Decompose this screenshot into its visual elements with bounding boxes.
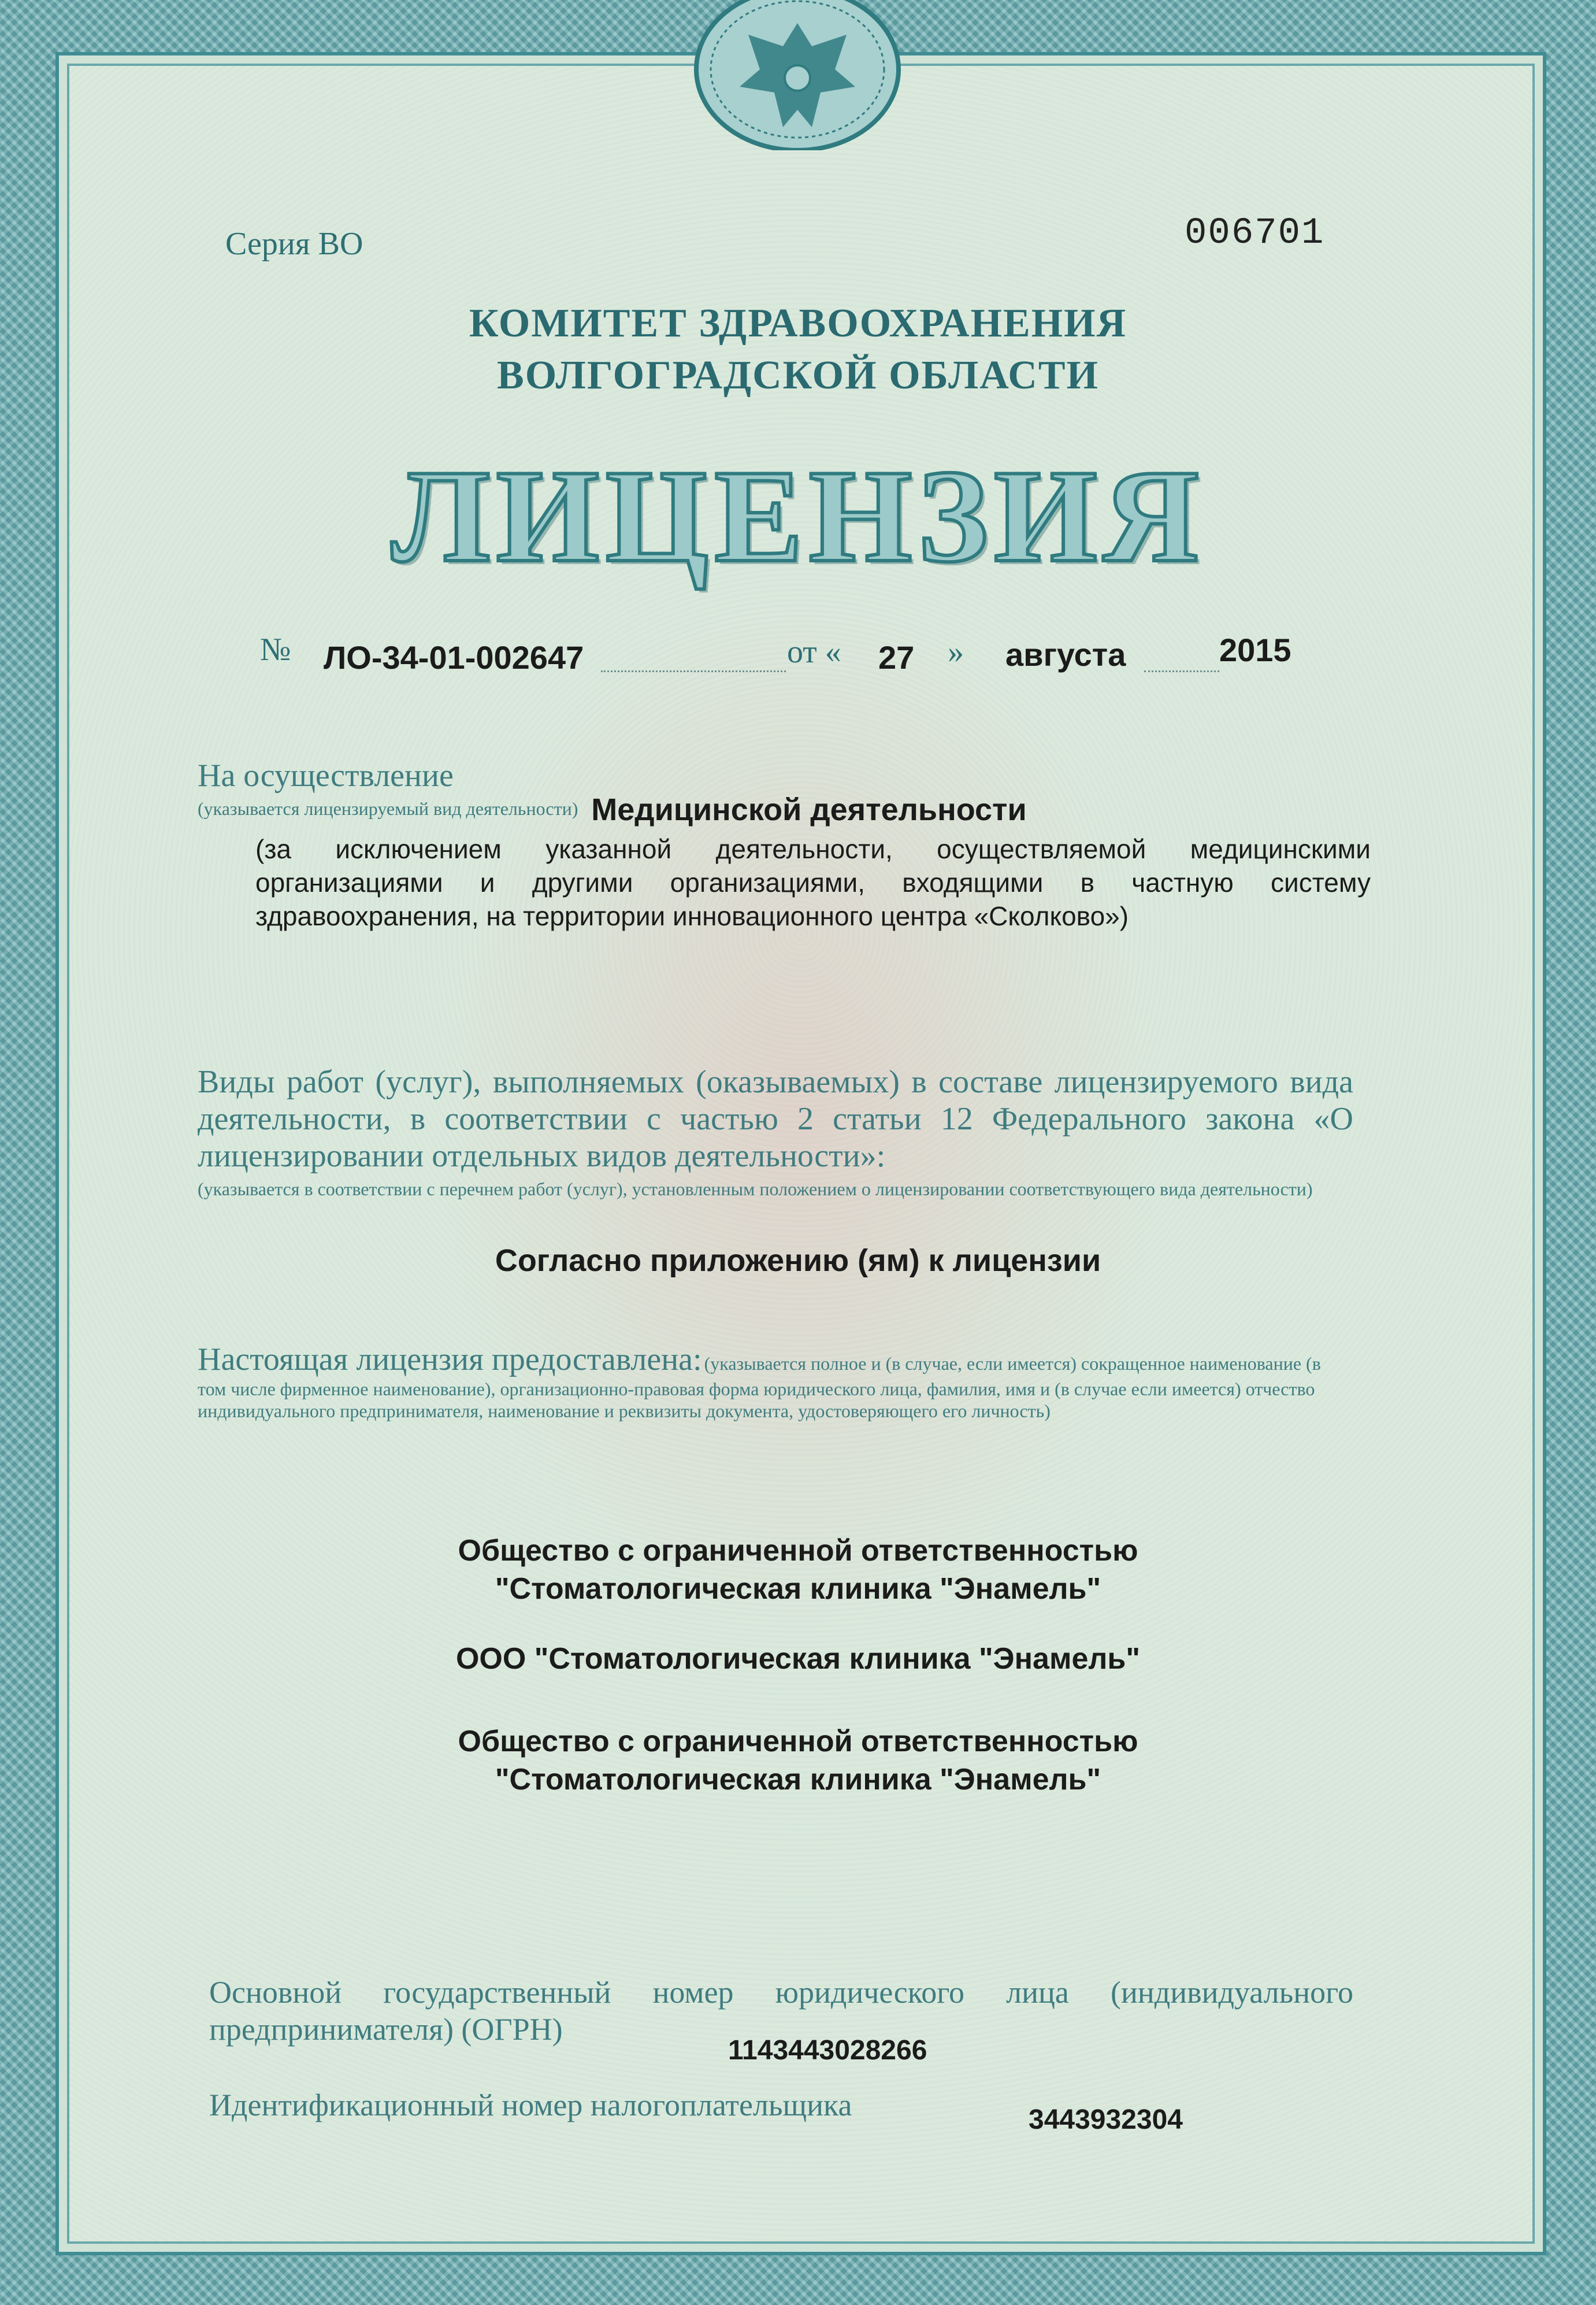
issuer-line-1: КОМИТЕТ ЗДРАВООХРАНЕНИЯ: [469, 301, 1127, 346]
licensee-brand-name: [0, 1722, 1596, 1799]
licensee-block: [198, 1341, 1353, 1422]
works-label: Виды работ (услуг), выполняемых (оказываемых) в составе лицензируемого вида деятельности, в соответствии с частью 2 статьи 12 Федерального закона «О лицензировании отдельных видов деятельности»:: [198, 1064, 1353, 1174]
license-number: ЛО-34-01-002647: [324, 639, 584, 676]
ogrn-value: 1143443028266: [728, 2035, 927, 2066]
month-underline: [1144, 670, 1219, 672]
inn-label: Идентификационный номер налогоплательщика: [209, 2088, 852, 2122]
russian-eagle-emblem-icon: [682, 0, 913, 150]
activity-value: Медицинской деятельности: [591, 792, 1027, 827]
licensee-full-name-line-1: Общество с ограниченной ответственностью: [458, 1534, 1138, 1567]
activity-exception: (за исключением указанной деятельности, осуществляемой медицинскими организациями и другими организациями, входящими в частную систему здравоохранения, на территории инновационного центра «Сколково»): [255, 834, 1371, 931]
ogrn-label: Основной государственный номер юридического лица (индивидуального предпринимателя) (ОГРН): [209, 1975, 1353, 2047]
license-day: 27: [878, 639, 915, 676]
license-number-underline: [601, 670, 786, 672]
licensee-label: Настоящая лицензия предоставлена:: [198, 1342, 702, 1377]
license-year: 2015: [1219, 632, 1291, 668]
series-label: Серия ВО: [225, 226, 363, 262]
document-title: ЛИЦЕНЗИЯ: [391, 442, 1205, 590]
activity-hint: (указывается лицензируемый вид деятельности): [198, 798, 578, 819]
activity-label: На осуществление: [198, 758, 454, 794]
inn-value: 3443932304: [1029, 2104, 1183, 2135]
licensee-full-name-line-2: "Стоматологическая клиника "Энамель": [495, 1572, 1101, 1606]
date-from-label: от «: [787, 634, 841, 670]
date-quote-close: »: [948, 634, 964, 670]
license-month: августа: [1005, 636, 1126, 673]
number-sign: №: [260, 632, 291, 668]
licensee-full-name: [0, 1532, 1596, 1608]
serial-number: 006701: [1185, 213, 1325, 254]
works-value: Согласно приложению (ям) к лицензии: [495, 1243, 1101, 1278]
works-hint: (указывается в соответствии с перечнем работ (услуг), установленным положением о лицензировании соответствующего вида деятельности): [198, 1179, 1313, 1199]
licensee-short-name: ООО "Стоматологическая клиника "Энамель": [455, 1642, 1141, 1676]
issuer-line-2: ВОЛГОГРАДСКОЙ ОБЛАСТИ: [497, 353, 1099, 398]
licensee-brand-name-line-2: "Стоматологическая клиника "Энамель": [495, 1763, 1101, 1796]
licensee-hint: (указывается полное и (в случае, если имеется) сокращенное наименование (в том числе фирменное наименование), организационно-правовая форма юридического лица, фамилия, имя и (в случае если имеется) отчество индивидуального предпринимателя, наименование и реквизиты документа, удостоверяющего его личность): [198, 1353, 1321, 1421]
licensee-brand-name-line-1: Общество с ограниченной ответственностью: [458, 1725, 1138, 1758]
